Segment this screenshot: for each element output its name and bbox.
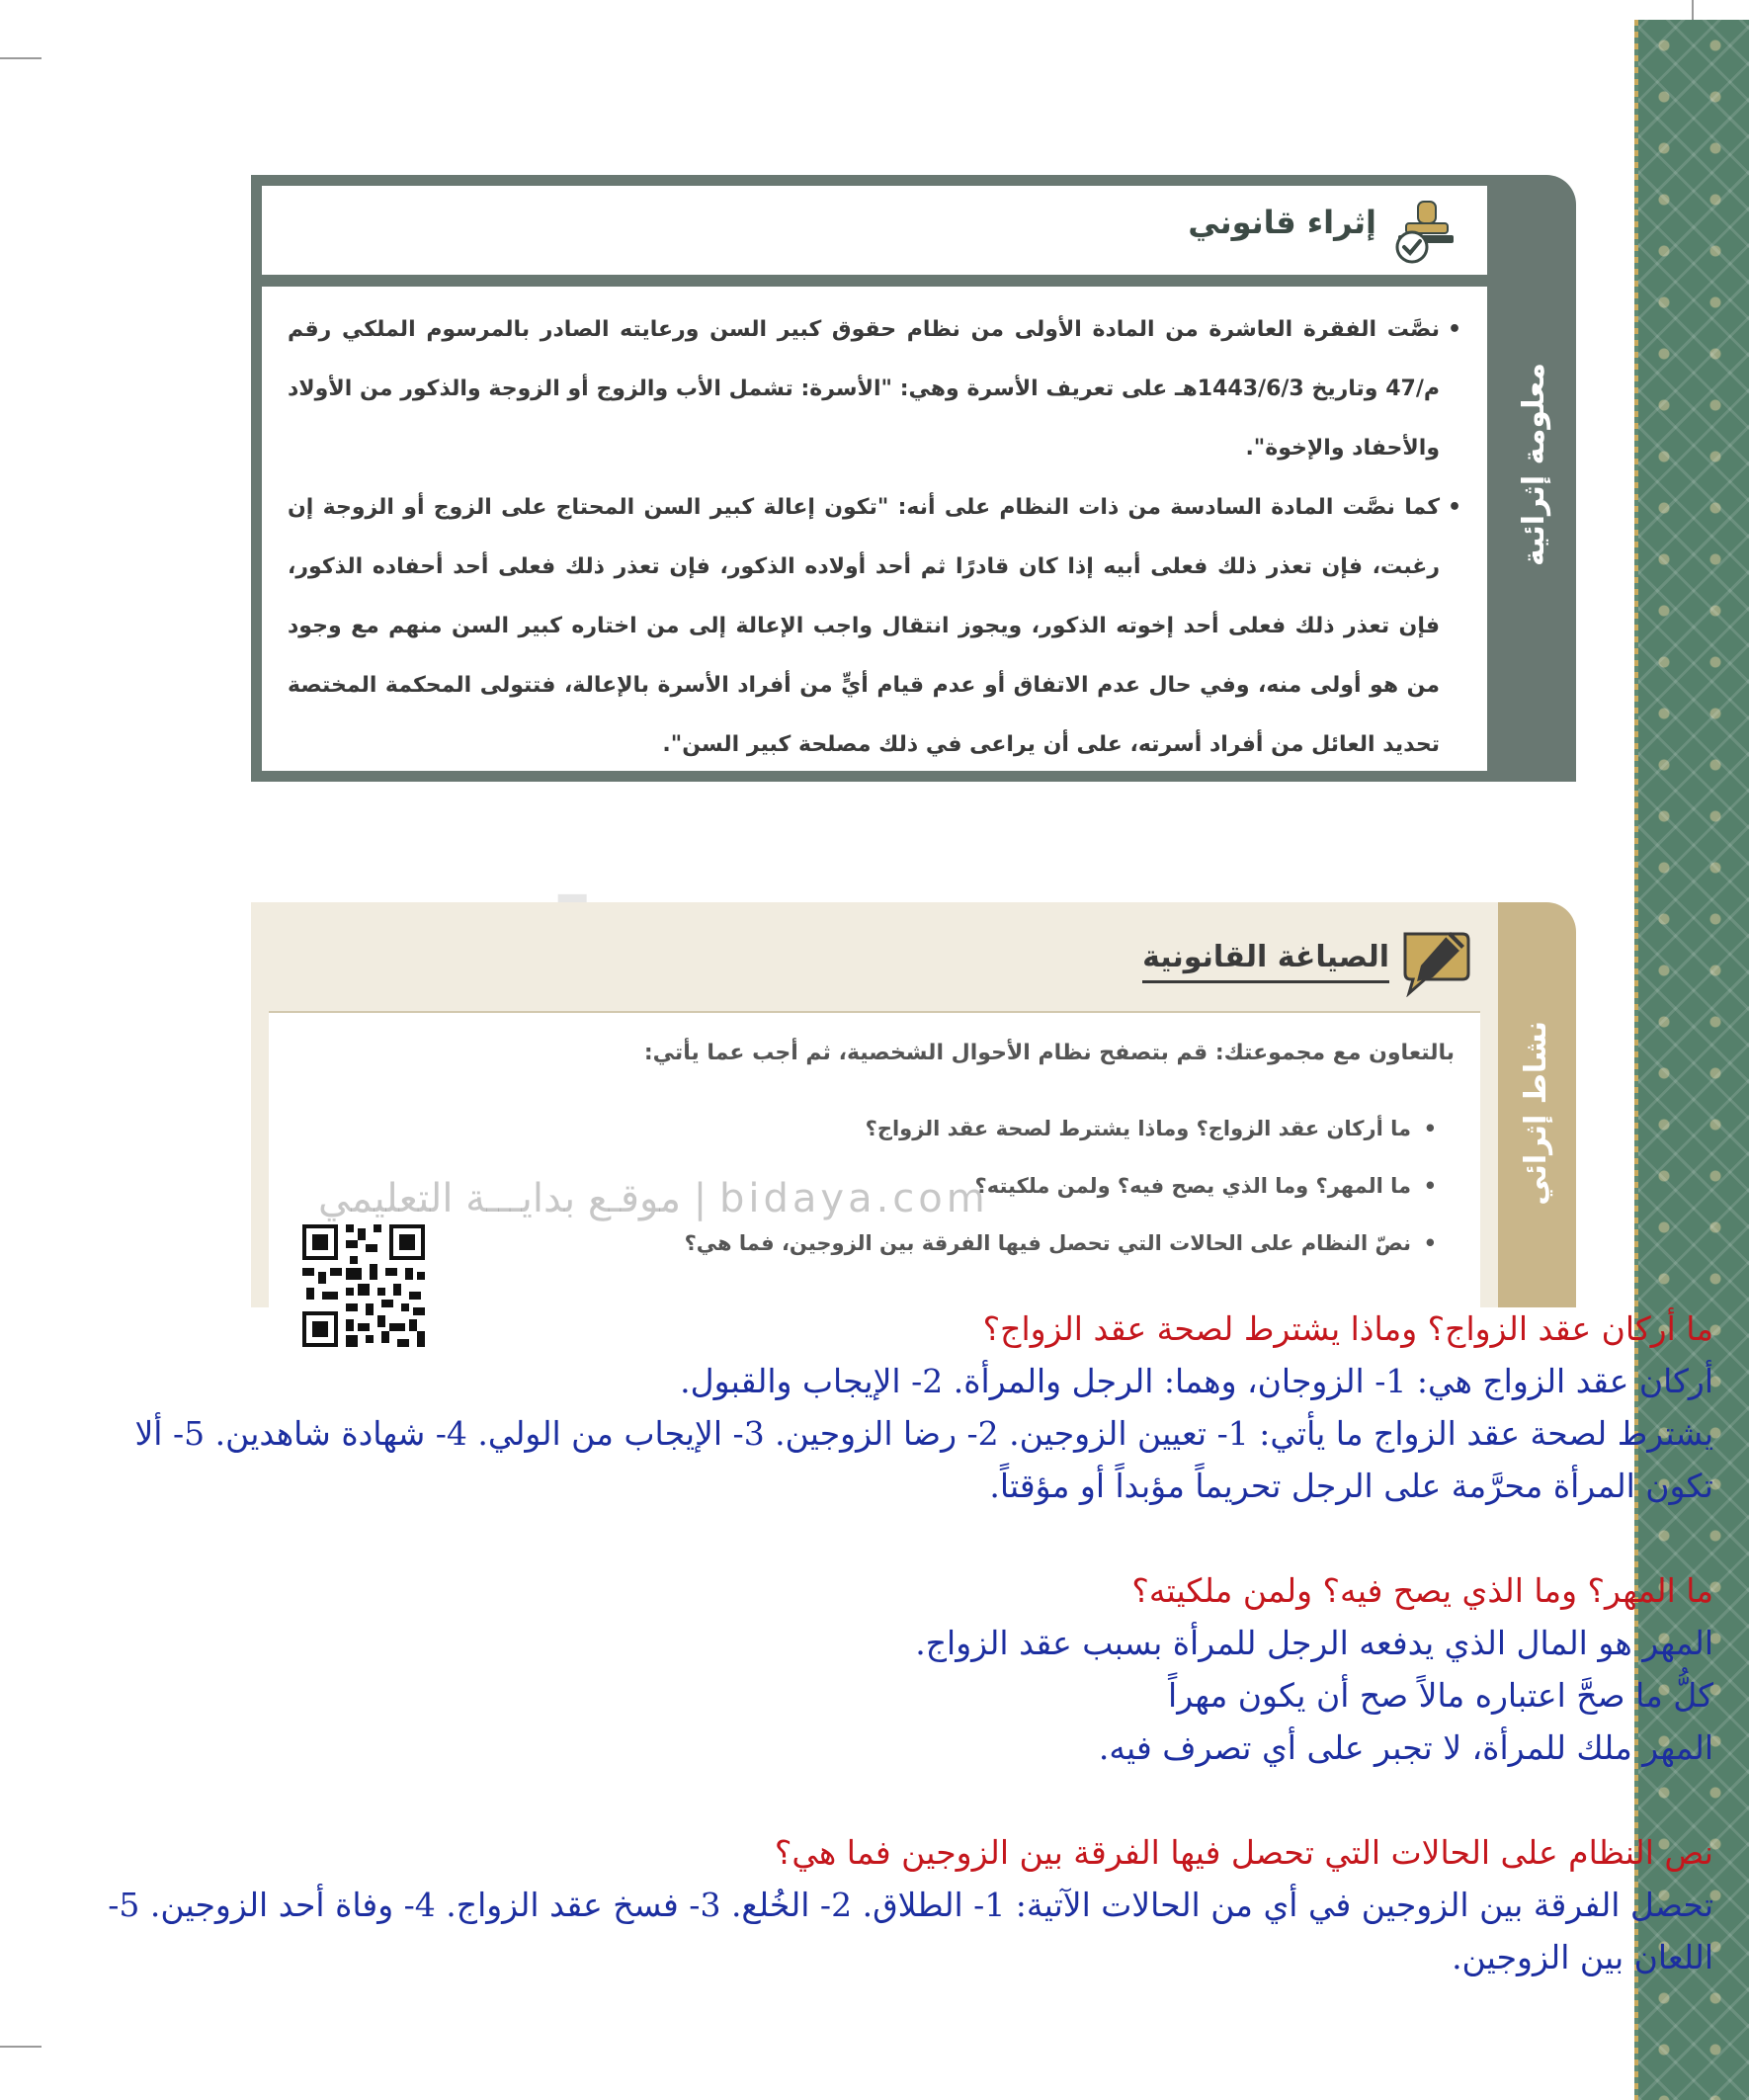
answer-question-line: نص النظام على الحالات التي تحصل فيها الفرقة بين الزوجين فما هي؟: [774, 1833, 1713, 1872]
answer-text-line: أركان عقد الزواج هي: 1- الزوجان، وهما: الرجل والمرأة. 2- الإيجاب والقبول.: [680, 1362, 1713, 1400]
side-tab-label: معلومة إثرائية: [1517, 363, 1551, 566]
watermark-site-name: موقـع بدايـــة التعليمي | bidaya.com: [318, 1176, 989, 1221]
side-tab-enrichment-info: [1497, 175, 1576, 782]
crop-mark: [0, 2046, 42, 2048]
legal-enrichment-list: [288, 300, 1461, 775]
legal-stamp-check-icon: [1388, 196, 1459, 267]
legal-drafting-box: [251, 902, 1498, 1307]
side-tab-label: نشاط إثرائي: [1519, 1021, 1553, 1206]
legal-drafting-question: • ما المهر؟ وما الذي يصح فيه؟ ولمن ملكيته؟: [685, 1157, 1441, 1215]
answer-question-line: ما أركان عقد الزواج؟ وماذا يشترط لصحة عقد الزواج؟: [982, 1309, 1713, 1348]
answer-text-line: اللعان بين الزوجين.: [1452, 1938, 1713, 1976]
answer-text-line: يشترط لصحة عقد الزواج ما يأتي: 1- تعيين الزوجين. 2- رضا الزوجين. 3- الإيجاب من الولي. 4- شهادة شاهدين. 5- ألا: [134, 1414, 1713, 1453]
answer-spacer: [69, 1774, 1713, 1826]
legal-drafting-question: • ما أركان عقد الزواج؟ وماذا يشترط لصحة عقد الزواج؟: [685, 1100, 1441, 1157]
legal-drafting-title: الصياغة القانونية: [1142, 940, 1389, 983]
answer-spacer: [69, 1512, 1713, 1564]
legal-enrichment-header: [259, 183, 1490, 278]
legal-enrichment-box: [251, 175, 1498, 782]
legal-drafting-header: [251, 902, 1498, 1009]
legal-enrichment-item: • كما نصَّت المادة السادسة من ذات النظام على أنه: "تكون إعالة كبير السن المحتاج على الزوج أو الزوجة إن رغبت، فإن تعذر ذلك فعلى أبيه إذا كان قادرًا ثم أحد أولاده الذكور، فإن تعذر ذلك فعلى أحد أحفاده الذكور، فإن تعذر ذلك فعلى أحد إخوته الذكور، ويجوز انتقال واجب الإعالة إلى من اختاره كبير السن منهم مع وجود من هو أولى منه، وفي حال عدم الاتفاق أو عدم قيام أيٍّ من أفراد الأسرة بالإعالة، فتتولى المحكمة المختصة تحديد العائل من أفراد أسرته، على أن يراعى في ذلك مصلحة كبير السن".: [288, 478, 1461, 775]
legal-drafting-intro: بالتعاون مع مجموعتك: قم بتصفح نظام الأحوال الشخصية، ثم أجب عما يأتي:: [643, 1041, 1455, 1065]
legal-enrichment-body: [259, 284, 1490, 774]
side-tab-enrichment-activity: [1497, 902, 1576, 1307]
answer-text-line: تحصل الفرقة بين الزوجين في أي من الحالات الآتية: 1- الطلاق. 2- الخُلع. 3- فسخ عقد الزواج. 4- وفاة أحد الزوجين. 5-: [108, 1886, 1713, 1924]
answer-text-line: تكون المرأة محرَّمة على الرجل تحريماً مؤبداً أو مؤقتاً.: [989, 1467, 1713, 1505]
answer-text-line: كلُّ ما صحَّ اعتباره مالاً صح أن يكون مهراً: [1168, 1676, 1713, 1715]
pen-speech-bubble-icon: [1399, 924, 1474, 997]
answer-text-line: المهر ملك للمرأة، لا تجبر على أي تصرف فيه.: [1098, 1728, 1713, 1767]
answer-question-line: ما المهر؟ وما الذي يصح فيه؟ ولمن ملكيته؟: [1131, 1571, 1713, 1610]
legal-drafting-body: [269, 1011, 1480, 1307]
answer-text-line: المهر هو المال الذي يدفعه الرجل للمرأة بسبب عقد الزواج.: [915, 1624, 1713, 1662]
crop-mark: [0, 57, 42, 59]
legal-enrichment-title: إثراء قانوني: [1188, 204, 1376, 241]
legal-drafting-question: • نصّ النظام على الحالات التي تحصل فيها الفرقة بين الزوجين، فما هي؟: [685, 1215, 1441, 1272]
answers-section: [69, 1302, 1713, 1983]
legal-enrichment-item: • نصَّت الفقرة العاشرة من المادة الأولى من نظام حقوق كبير السن ورعايته الصادر بالمرسوم الملكي رقم م/47 وتاريخ 1443/6/3هـ على تعريف الأسرة وهي: "الأسرة: تشمل الأب والزوج أو الزوجة والذكور من الأولاد والأحفاد والإخوة".: [288, 300, 1461, 478]
